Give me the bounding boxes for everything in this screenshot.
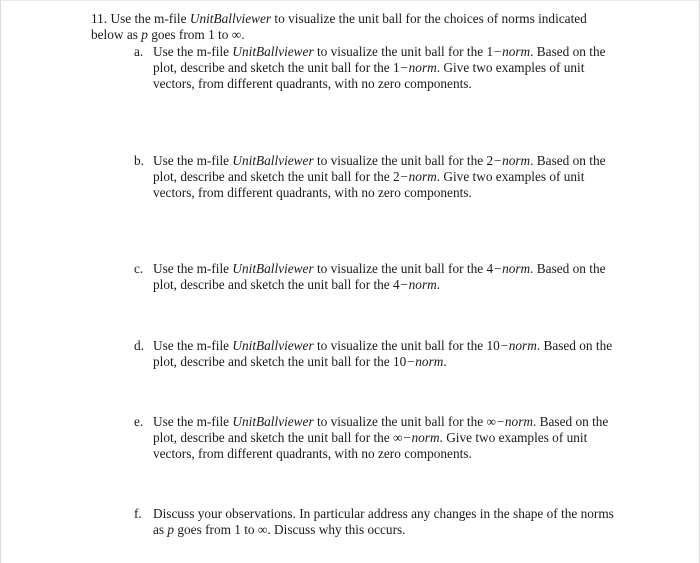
subquestion-letter: c. [134,261,144,276]
subquestion-text [153,338,614,370]
question-intro-text-3: goes from 1 to ∞. [147,27,245,42]
text-segment: . Based on the plot, describe and sketch the unit ball for the 4 [153,261,606,292]
text-segment: to visualize the unit ball for the 2 [313,153,494,168]
subquestion-text [153,261,614,293]
subquestion-letter: a. [134,44,144,59]
norm-label: −norm [493,153,531,168]
mfile-name: UnitBallviewer [232,414,314,429]
subquestion-text [153,506,614,538]
text-segment: to visualize the unit ball for the ∞ [313,414,496,429]
norm-label: −norm [495,414,533,429]
subquestion-letter: d. [134,338,144,353]
text-segment: . Give two examples of unit vectors, from different quadrants, with no zero components. [153,60,585,91]
subquestion-text [153,414,614,462]
text-segment: . Give two examples of unit vectors, from different quadrants, with no zero components. [153,430,588,461]
subquestion-text [153,153,614,201]
mfile-name: UnitBallviewer [232,44,314,59]
text-segment: . Based on the plot, describe and sketch the unit ball for the ∞ [153,414,609,445]
mfile-name: UnitBallviewer [189,11,272,26]
text-segment: Use the m-file [153,338,233,353]
subquestion-c [134,261,614,293]
subquestion-a [134,44,614,92]
mfile-name: UnitBallviewer [232,261,314,276]
question-number: 11. [91,11,108,26]
question-intro-text-2: to visualize the unit ball for the choices of norms indicated below as [91,11,587,42]
question-11-header [91,11,611,43]
mfile-name: UnitBallviewer [232,338,314,353]
text-segment: to visualize the unit ball for the 10 [313,338,500,353]
subquestion-text [153,44,614,92]
text-segment: to visualize the unit ball for the 4 [313,261,494,276]
question-intro-text-1: Use the m-file [110,11,190,26]
text-segment: Use the m-file [153,44,233,59]
subquestion-f [134,506,614,538]
norm-label: −norm [402,430,440,445]
norm-label: −norm [399,60,437,75]
subquestion-letter: b. [134,153,144,168]
text-segment: Use the m-file [153,261,233,276]
text-segment: Use the m-file [153,153,233,168]
text-segment: . Give two examples of unit vectors, from different quadrants, with no zero components. [153,169,585,200]
text-segment: Discuss your observations. In particular address any changes in the shape of the norms as [153,506,614,537]
text-segment: Use the m-file [153,414,233,429]
text-segment: . Based on the plot, describe and sketch the unit ball for the 1 [153,44,606,75]
subquestion-letter: e. [134,414,144,429]
subquestion-d [134,338,614,370]
subquestion-letter: f. [134,506,142,521]
variable-p: p [141,27,148,42]
mfile-name: UnitBallviewer [232,153,314,168]
text-segment: . Based on the plot, describe and sketch the unit ball for the 10 [153,338,613,369]
norm-label: −norm [493,261,531,276]
norm-label: −norm [499,338,537,353]
variable-p: p [167,522,175,537]
text-segment: . [443,354,447,369]
subquestion-b [134,153,614,201]
text-segment: . [436,277,441,292]
text-segment: goes from 1 to ∞. Discuss why this occurs. [174,522,406,537]
subquestion-e [134,414,614,462]
norm-label: −norm [399,169,437,184]
text-segment: . Based on the plot, describe and sketch the unit ball for the 2 [153,153,606,184]
norm-label: −norm [406,354,444,369]
norm-label: −norm [493,44,531,59]
norm-label: −norm [399,277,437,292]
text-segment: to visualize the unit ball for the 1 [313,44,494,59]
